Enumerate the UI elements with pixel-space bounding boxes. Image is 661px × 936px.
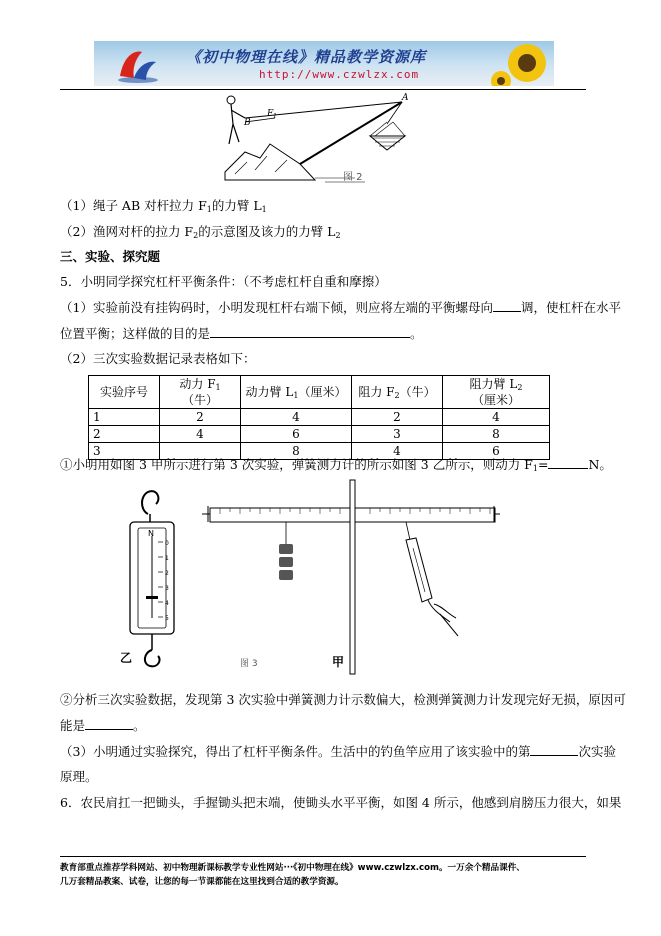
table-header-row (89, 376, 550, 409)
pulling-spring-balance-icon (406, 522, 458, 636)
q5-p3-line2: 原理。 (60, 769, 98, 784)
header-banner (94, 41, 554, 86)
table-cell: 1 (89, 409, 160, 426)
scale-tick-label: 5 (165, 615, 169, 622)
table-cell: 8 (443, 426, 550, 443)
table-cell: 2 (352, 409, 443, 426)
answer-blank-direction[interactable] (493, 299, 521, 312)
table-cell: 6 (241, 426, 352, 443)
table-cell: 2 (160, 409, 241, 426)
scale-tick-label: 2 (165, 570, 169, 577)
site-title: 《初中物理在线》精品教学资源库 (186, 48, 427, 66)
spring-scale-icon (130, 491, 174, 666)
table-cell: 2 (89, 426, 160, 443)
fig2-label-F-sub: 1 (273, 113, 277, 120)
q5-intro: 5．小明同学探究杠杆平衡条件：（不考虑杠杆自重和摩擦） (60, 274, 387, 289)
q5-c2-line2: 能是 。 (60, 718, 146, 733)
q5-p1-line1: （1）实验前没有挂钩码时，小明发现杠杆右端下倾，则应将左端的平衡螺母向 调，使杠杆在水平 (60, 300, 621, 315)
label-yi: 乙 (120, 651, 133, 665)
answer-blank-purpose[interactable] (210, 325, 410, 338)
q6-line: 6．农民肩扛一把锄头，手握锄头把末端，使锄头水平平衡，如图 4 所示，他感到肩膀压力很大，如果 (60, 795, 622, 810)
q5-p2-intro: （2）三次实验数据记录表格如下： (60, 351, 256, 366)
fig2-label-A: A (402, 93, 409, 103)
table-cell: 8 (241, 443, 352, 460)
q5-c2-line1: ②分析三次实验数据，发现第 3 次实验中弹簧测力计示数偏大，检测弹簧测力计发现完好无损，原因可 (60, 692, 626, 707)
answer-blank-experiment-no[interactable] (530, 743, 578, 756)
figure2-fishing-lever (215, 92, 425, 184)
figure3-lever-experiment (110, 476, 510, 678)
answer-blank-reason[interactable] (85, 717, 133, 730)
figure2-caption: 图 2 (343, 172, 363, 183)
table-header: 动力 $F_1$（牛） (160, 376, 241, 409)
q5-p1-line2: 位置平衡；这样做的目的是 。 (60, 326, 423, 341)
table-cell: 3 (352, 426, 443, 443)
hook-weights-icon (279, 522, 293, 580)
q5-p3-line1: （3）小明通过实验探究，得出了杠杆平衡条件。生活中的钓鱼竿应用了该实验中的第 次实验 (60, 744, 616, 759)
table-header: 实验序号 (89, 376, 160, 409)
table-cell: 4 (160, 426, 241, 443)
sunflower-icon (489, 41, 554, 86)
footer-line-1: 教育部重点推荐学科网站、初中物理新课标教学专业性网站···《初中物理在线》www.czwlzx.com。一万余个精品课件、 (60, 863, 525, 873)
experiment-data-table (88, 375, 550, 460)
figure3-caption: 图 3 (240, 659, 258, 669)
label-jia: 甲 (332, 655, 345, 669)
table-header: 动力臂 $L_1$（厘米） (241, 376, 352, 409)
table-cell: 4 (443, 409, 550, 426)
table-cell: 3 (89, 443, 160, 460)
answer-blank-force[interactable] (548, 456, 588, 469)
scale-tick-label: 1 (165, 555, 169, 562)
footer-divider (60, 856, 586, 857)
header-divider (60, 89, 586, 90)
footer-line-2: 几万套精品教案、试卷，让您的每一节课都能在这里找到合适的教学资源。 (60, 877, 344, 887)
table-cell: 6 (443, 443, 550, 460)
scale-tick-label: 3 (165, 585, 169, 592)
fig2-label-F: F (267, 109, 274, 119)
scale-tick-label: 4 (165, 600, 169, 607)
q2-line: （2）渔网对杆的拉力 $F_2$的示意图及该力的力臂 $L_2$ (60, 224, 341, 240)
table-row (89, 409, 550, 426)
q5-c1-line: ①小明用如图 3 甲所示进行第 3 次实验，弹簧测力计的所示如图 3 乙所示，则动力 $F_1= N$。 (60, 457, 612, 473)
table-header: 阻力 $F_2$（牛） (352, 376, 443, 409)
scale-tick-label: 0 (165, 540, 169, 547)
table-header: 阻力臂 $L_2$（厘米） (443, 376, 550, 409)
q1-line: （1）绳子 AB 对杆拉力 $F_1$的力臂 $L_1$ (60, 198, 267, 214)
site-logo-icon (114, 46, 162, 84)
table-cell: 4 (352, 443, 443, 460)
section-3-title: 三、实验、探究题 (60, 249, 161, 264)
fig2-label-B: B (244, 118, 251, 128)
table-cell: 4 (241, 409, 352, 426)
lever-stand (350, 480, 355, 674)
scale-unit-N: N (148, 529, 154, 538)
table-row (89, 426, 550, 443)
site-url[interactable]: http://www.czwlzx.com (259, 68, 420, 81)
